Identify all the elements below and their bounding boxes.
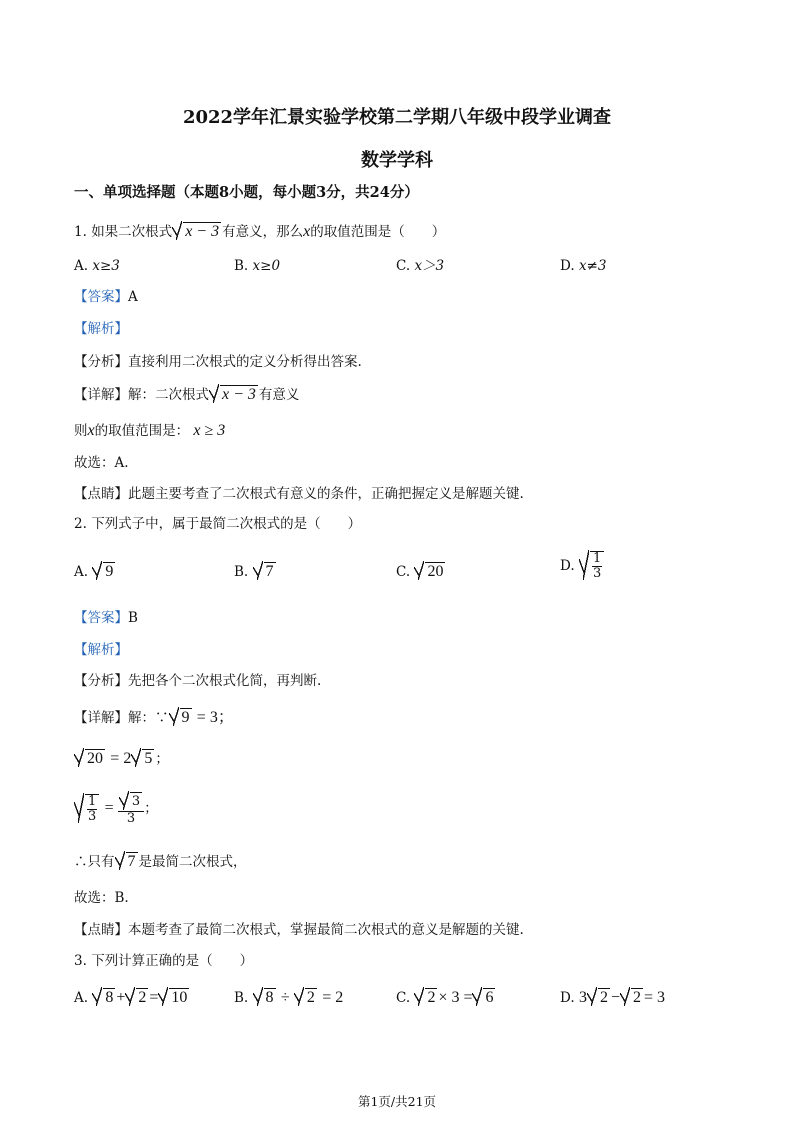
- q2-option-d: D. $\frac{1}{3}$: [560, 551, 605, 581]
- q2-only: ∴只有 7 是最简二次根式，: [74, 853, 247, 870]
- q2-detail: 【详解】解：∵ 9 = 3；: [74, 709, 234, 726]
- page-title: 2022学年汇景实验学校第二学期八年级中段学业调查: [182, 107, 612, 128]
- q3-stem: 3. 下列计算正确的是（ ）: [74, 953, 254, 969]
- q1-range: 则x的取值范围是： x ≥ 3: [74, 422, 226, 439]
- q1-answer: 【答案】A: [74, 289, 138, 305]
- q3-option-b: B. 8 ÷ 2 = 2: [234, 989, 344, 1006]
- sqrt-radical: 2: [125, 988, 148, 1007]
- q1-fenxi: 【分析】直接利用二次根式的定义分析得出答案.: [74, 354, 362, 370]
- q1-choose: 故选：A.: [74, 455, 129, 471]
- q2-fenxi: 【分析】先把各个二次根式化简，再判断.: [74, 673, 322, 689]
- sqrt-radical: 5: [131, 749, 154, 768]
- q2-analysis-tag: 【解析】: [74, 642, 128, 658]
- q2-stem: 2. 下列式子中，属于最简二次根式的是（ ）: [74, 516, 362, 532]
- q2-answer: 【答案】B: [74, 610, 138, 626]
- q1-analysis-tag: 【解析】: [74, 321, 128, 337]
- q1-comment: 【点睛】此题主要考查了二次根式有意义的条件，正确把握定义是解题关键.: [74, 486, 524, 502]
- sqrt-radical: $\frac{1}{3}$: [579, 551, 604, 581]
- q2-choose: 故选：B.: [74, 890, 129, 906]
- sqrt-radical: x − 3: [209, 385, 258, 404]
- sqrt-radical: x − 3: [172, 222, 221, 241]
- q2-option-c: C. 20: [396, 563, 444, 580]
- page-subtitle: 数学学科: [361, 150, 433, 171]
- sqrt-radical: 9: [92, 562, 115, 581]
- q2-step2: 20 = 2 5 ；: [74, 749, 169, 768]
- q3-option-d: D. 3 2 − 2 = 3: [560, 989, 665, 1006]
- sqrt-radical: 2: [294, 988, 317, 1007]
- page-footer: 第1页/共21页: [357, 1094, 437, 1109]
- sqrt-radical: 10: [158, 988, 189, 1007]
- q3-option-a: A. 8 + 2 = 10: [74, 989, 188, 1006]
- sqrt-radical: 2: [414, 988, 437, 1007]
- sqrt-radical: $\frac{1}{3}$: [74, 794, 99, 824]
- sqrt-radical: 8: [92, 988, 115, 1007]
- section-heading: 一、单项选择题（本题8小题，每小题3分，共24分）: [74, 184, 419, 201]
- sqrt-radical: 9: [169, 708, 192, 727]
- sqrt-radical: 2: [587, 988, 610, 1007]
- q1-detail: 【详解】解：二次根式 x − 3 有意义: [74, 386, 300, 403]
- q3-option-c: C. 2 × 3 = 6: [396, 989, 494, 1006]
- sqrt-radical: 7: [115, 852, 138, 871]
- sqrt-radical: 3: [119, 792, 142, 811]
- sqrt-radical: 7: [253, 562, 276, 581]
- q2-comment: 【点睛】本题考查了最简二次根式，掌握最简二次根式的意义是解题的关键.: [74, 922, 524, 938]
- sqrt-radical: 20: [74, 749, 105, 768]
- sqrt-radical: 6: [472, 988, 495, 1007]
- sqrt-radical: 8: [253, 988, 276, 1007]
- q2-option-b: B. 7: [234, 563, 274, 580]
- q2-step3: $\frac{1}{3}$ = $\frac{3}{3}$ ；: [74, 792, 158, 826]
- q1-option-c: C. x＞3: [396, 258, 445, 274]
- sqrt-radical: 2: [620, 988, 643, 1007]
- q1-stem: 1. 如果二次根式 x − 3 有意义，那么x的取值范围是（ ）: [74, 223, 446, 240]
- q2-option-a: A. 9: [74, 563, 114, 580]
- q1-option-d: D. x≠3: [560, 258, 607, 274]
- q1-option-a: A. x≥3: [74, 258, 120, 274]
- sqrt-radical: 20: [414, 562, 445, 581]
- q1-option-b: B. x≥0: [234, 258, 281, 274]
